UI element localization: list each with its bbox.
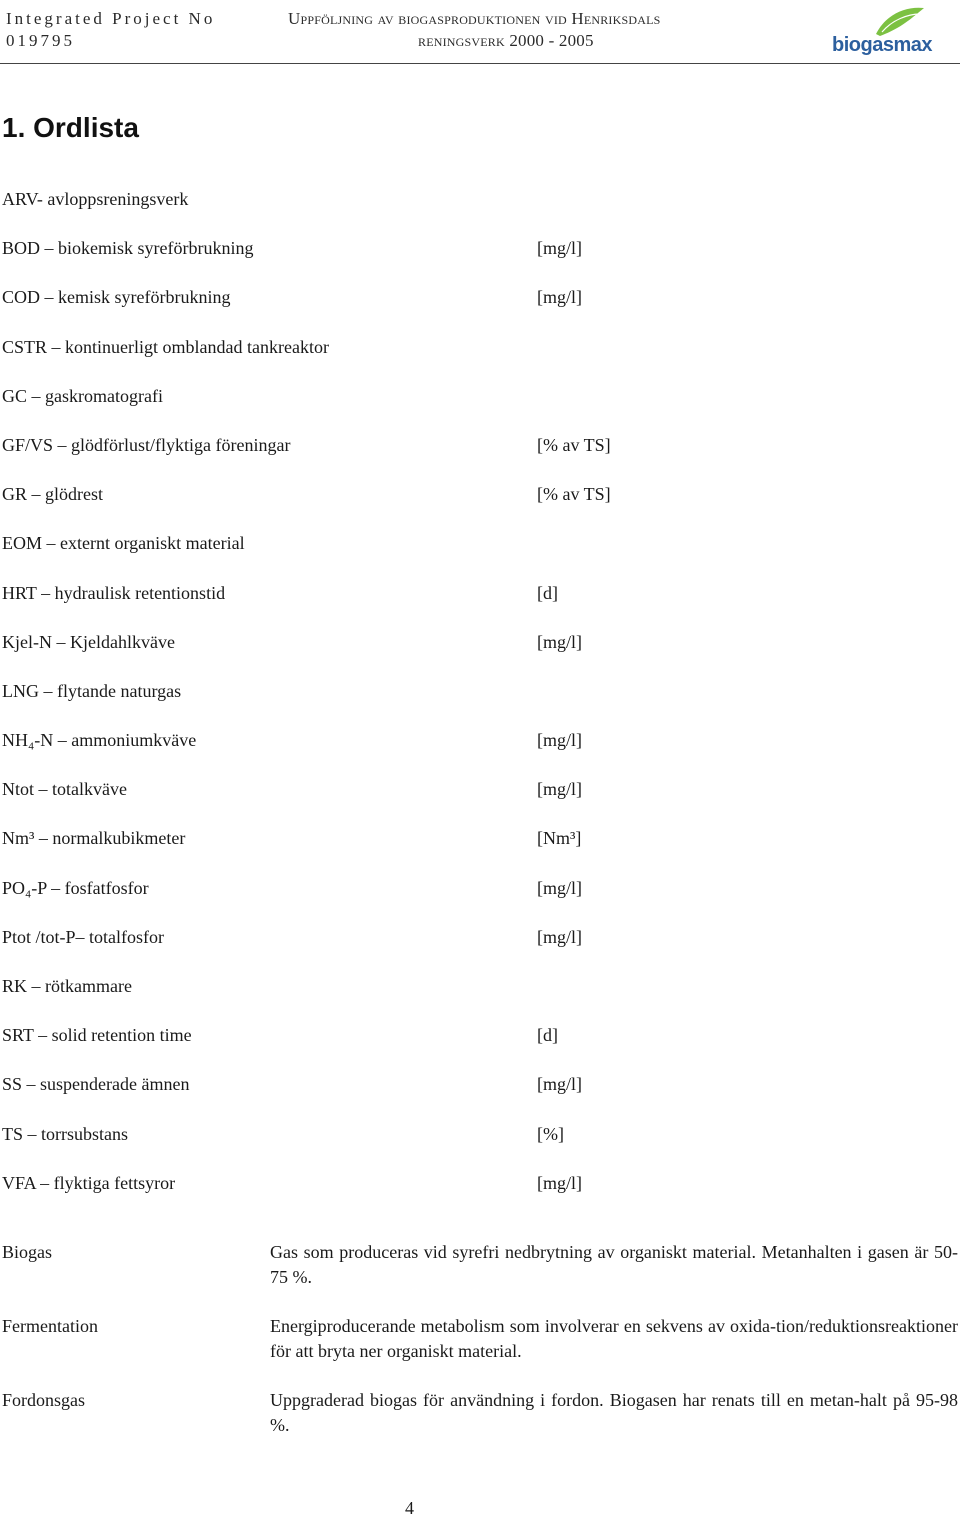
- project-line-2: 019795: [6, 31, 75, 50]
- glossary-row: [2, 773, 702, 822]
- page-header: [0, 0, 960, 68]
- glossary-row: [2, 1068, 702, 1117]
- glossary-unit: [mg/l]: [537, 1074, 582, 1095]
- glossary-row: [2, 1019, 702, 1068]
- glossary-term: PO₄-P – fosfatfosfor: [2, 877, 149, 898]
- glossary-term: GR – glödrest: [2, 484, 103, 505]
- glossary-term: LNG – flytande naturgas: [2, 680, 182, 701]
- glossary-term: TS – torrsubstans: [2, 1123, 128, 1144]
- glossary-unit: [d]: [537, 582, 558, 603]
- glossary-term: SRT – solid retention time: [2, 1025, 192, 1046]
- glossary-unit: [% av TS]: [537, 434, 611, 455]
- glossary-row: [2, 577, 702, 626]
- glossary-term: Ptot /tot-P– totalfosfor: [2, 926, 164, 947]
- doc-title-line-2: reningsverk 2000 - 2005: [418, 31, 594, 50]
- glossary-unit: [mg/l]: [537, 926, 582, 947]
- glossary-row: [2, 1118, 702, 1167]
- glossary-term: VFA – flyktiga fettsyror: [2, 1172, 176, 1193]
- glossary-unit: [% av TS]: [537, 484, 611, 505]
- glossary-row: [2, 675, 702, 724]
- project-line-1: Integrated Project No: [6, 9, 216, 28]
- glossary-row: [2, 1167, 702, 1216]
- biogasmax-logo: [826, 4, 936, 58]
- glossary-unit: [mg/l]: [537, 287, 582, 308]
- glossary-term: GC – gaskromatografi: [2, 385, 163, 406]
- glossary-term: EOM – externt organiskt material: [2, 533, 245, 554]
- definition-text: Gas som produceras vid syrefri nedbrytning av organiskt material. Metanhalten i gasen är 50-75 %.: [270, 1242, 958, 1287]
- glossary-row: [2, 380, 702, 429]
- project-number: [6, 8, 215, 52]
- section-title: 1. Ordlista: [2, 112, 139, 143]
- glossary-row: [2, 478, 702, 527]
- glossary-term: RK – rötkammare: [2, 976, 132, 996]
- logo-wordmark: biogasmax: [832, 34, 932, 56]
- glossary-row: [2, 822, 702, 871]
- glossary-row: [2, 331, 702, 380]
- glossary-unit: [mg/l]: [537, 1172, 582, 1193]
- definition-text: Energiproducerande metabolism som involverar en sekvens av oxida-tion/reduktionsreaktioner för att bryta ner organiskt material.: [270, 1316, 958, 1361]
- glossary-row: [2, 921, 702, 970]
- glossary-row: [2, 970, 702, 1019]
- glossary-term: ARV- avloppsreningsverk: [2, 189, 189, 209]
- definition-text: Uppgraderad biogas för användning i fordon. Biogasen har renats till en metan-halt på 95-98 %.: [270, 1390, 958, 1435]
- glossary-unit: [%]: [537, 1123, 564, 1144]
- glossary-term: HRT – hydraulisk retentionstid: [2, 582, 226, 603]
- glossary-row: [2, 872, 702, 921]
- glossary-row: [2, 429, 702, 478]
- doc-title-line-1: Uppföljning av biogasproduktionen vid Henriksdals: [288, 9, 661, 28]
- glossary-unit: [mg/l]: [537, 238, 582, 259]
- glossary-row: [2, 232, 702, 281]
- definition-row: [2, 1388, 958, 1438]
- glossary-term: Nm³ – normalkubikmeter: [2, 828, 186, 849]
- glossary-term: CSTR – kontinuerligt omblandad tankreaktor: [2, 336, 329, 357]
- definition-row: [2, 1240, 958, 1290]
- glossary-row: [2, 626, 702, 675]
- glossary-unit: [Nm³]: [537, 828, 582, 849]
- glossary-unit: [mg/l]: [537, 730, 582, 751]
- glossary-term: BOD – biokemisk syreförbrukning: [2, 238, 254, 259]
- header-rule: [0, 63, 960, 64]
- glossary-term: COD – kemisk syreförbrukning: [2, 287, 231, 308]
- glossary-term: GF/VS – glödförlust/flyktiga föreningar: [2, 434, 291, 455]
- glossary-unit: [mg/l]: [537, 631, 582, 652]
- document-title: [288, 8, 661, 52]
- definition-term: Fordonsgas: [2, 1390, 86, 1410]
- definition-term: Fermentation: [2, 1316, 98, 1336]
- glossary-term: SS – suspenderade ämnen: [2, 1074, 190, 1095]
- definition-row: [2, 1314, 958, 1364]
- glossary-row: [2, 183, 702, 232]
- glossary-list: [2, 183, 702, 1216]
- glossary-term: Ntot – totalkväve: [2, 779, 127, 800]
- page-number: 4: [405, 1498, 414, 1518]
- glossary-term: NH₄-N – ammoniumkväve: [2, 730, 197, 751]
- glossary-row: [2, 281, 702, 330]
- glossary-unit: [d]: [537, 1025, 558, 1046]
- glossary-unit: [mg/l]: [537, 779, 582, 800]
- glossary-unit: [mg/l]: [537, 877, 582, 898]
- definitions-list: [2, 1240, 958, 1462]
- definition-term: Biogas: [2, 1242, 53, 1262]
- glossary-term: Kjel-N – Kjeldahlkväve: [2, 631, 175, 652]
- glossary-row: [2, 527, 702, 576]
- glossary-row: [2, 724, 702, 773]
